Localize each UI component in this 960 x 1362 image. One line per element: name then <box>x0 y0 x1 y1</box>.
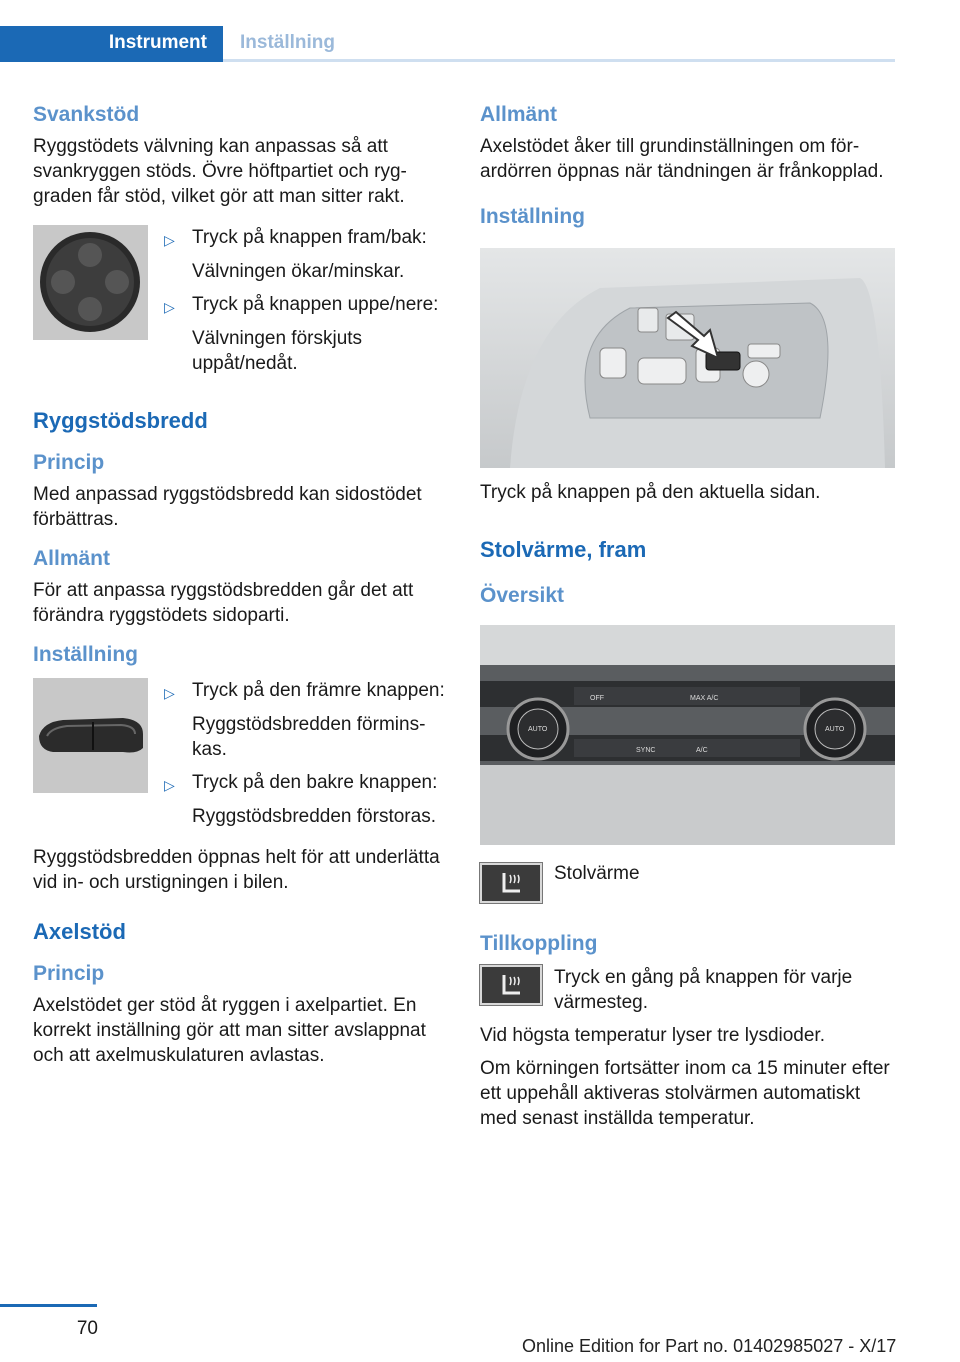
bredd-allmant-text: För att anpassa ryggstödsbredden går det att förändra ryggstödets sidoparti. <box>33 580 414 626</box>
bullet-sub: Ryggstödsbredden förminskas. <box>192 714 426 760</box>
bullet-item <box>164 292 448 320</box>
footer-line <box>0 1304 97 1307</box>
edition-text: Online Edition for Part no. 01402985027 - X/17 <box>522 1336 897 1356</box>
bullet-text: Tryck på knappen fram/bak: <box>192 227 427 248</box>
backrest-width-button-image <box>33 678 148 793</box>
tab-instrument[interactable]: Instrument <box>0 26 223 62</box>
axel-princip-heading: Princip <box>33 962 105 985</box>
bredd-row <box>33 678 448 837</box>
seat-controls-image <box>480 248 895 468</box>
allmant-heading: Allmänt <box>480 103 558 126</box>
install-heading: Inställning <box>480 205 585 228</box>
triangle-icon: ▷ <box>164 685 175 701</box>
stolvarme-label: Stolvärme <box>554 863 640 884</box>
bredd-install-heading: Inställning <box>33 643 138 666</box>
tab-installning[interactable]: Inställning <box>240 32 335 53</box>
bullet-sub: Ryggstödsbredden förstoras. <box>192 806 436 827</box>
tillkoppling-text: Tryck en gång på knappen för varje värmesteg. <box>554 967 853 1013</box>
panel-label: A/C <box>696 747 708 754</box>
stolvarme-legend <box>480 863 895 903</box>
bullet-text: Tryck på den bakre knappen: <box>192 772 438 793</box>
triangle-icon: ▷ <box>164 232 175 248</box>
para-temperature: Vid högsta temperatur lyser tre lysdioder. <box>480 1025 825 1046</box>
right-column <box>480 100 895 1131</box>
bredd-bullets <box>164 678 448 837</box>
seat-heating-icon <box>480 863 542 903</box>
panel-label: OFF <box>590 695 604 702</box>
tillkoppling-row <box>480 965 895 1015</box>
bullet-sub: Välvningen ökar/minskar. <box>192 261 405 282</box>
bullet-text: Tryck på den främre knappen: <box>192 680 445 701</box>
bredd-princip-heading: Princip <box>33 451 105 474</box>
stol-title: Stolvärme, fram <box>480 537 647 562</box>
svank-title: Svankstöd <box>33 103 140 126</box>
para-auto: Om körningen fortsätter inom ca 15 minuter efter ett uppehåll aktiveras stolvärmen automatiskt med senast inställda temperatur. <box>480 1058 890 1129</box>
svank-text: Ryggstödets välvning kan anpassas så att svankryggen stöds. Övre höftpartiet och ryggraden får stöd, vilket gör att man sitter rakt. <box>33 136 407 207</box>
axel-text: Axelstödet ger stöd åt ryggen i axelpartiet. En korrekt inställning gör att man sitter avslappnat och att axelmuskulaturen avlastas. <box>33 995 426 1066</box>
bullet-item <box>164 770 448 798</box>
bullet-item <box>164 678 448 706</box>
climate-panel-image <box>480 625 895 845</box>
svank-bullets <box>164 225 448 384</box>
bredd-princip-text: Med anpassad ryggstödsbredd kan sidostödet förbättras. <box>33 484 422 530</box>
install-text: Tryck på knappen på den aktuella sidan. <box>480 482 821 503</box>
lumbar-button-image <box>33 225 148 340</box>
svank-row <box>33 225 448 384</box>
panel-label: MAX A/C <box>690 695 719 702</box>
panel-label: SYNC <box>636 747 656 754</box>
bredd-allmant-heading: Allmänt <box>33 547 111 570</box>
oversikt-heading: Översikt <box>480 584 565 607</box>
tillkoppling-heading: Tillkoppling <box>480 932 598 955</box>
panel-label: AUTO <box>528 726 548 733</box>
bullet-text: Tryck på knappen uppe/nere: <box>192 294 439 315</box>
seat-heating-icon <box>480 965 542 1005</box>
allmant-text: Axelstödet åker till grundinställningen om förardörren öppnas när tändningen är frånkopplad. <box>480 136 884 182</box>
triangle-icon: ▷ <box>164 777 175 793</box>
bullet-sub: Välvningen förskjuts uppåt/nedåt. <box>192 328 363 374</box>
axel-title: Axelstöd <box>33 919 126 944</box>
header-bar <box>0 0 960 62</box>
page-number: 70 <box>76 1318 98 1339</box>
bredd-title: Ryggstödsbredd <box>33 408 208 433</box>
left-column <box>33 100 448 1068</box>
panel-label: AUTO <box>825 726 845 733</box>
bullet-item <box>164 225 448 253</box>
triangle-icon: ▷ <box>164 299 175 315</box>
bredd-note: Ryggstödsbredden öppnas helt för att underlätta vid in- och urstigningen i bilen. <box>33 847 440 893</box>
header-divider <box>223 59 895 62</box>
